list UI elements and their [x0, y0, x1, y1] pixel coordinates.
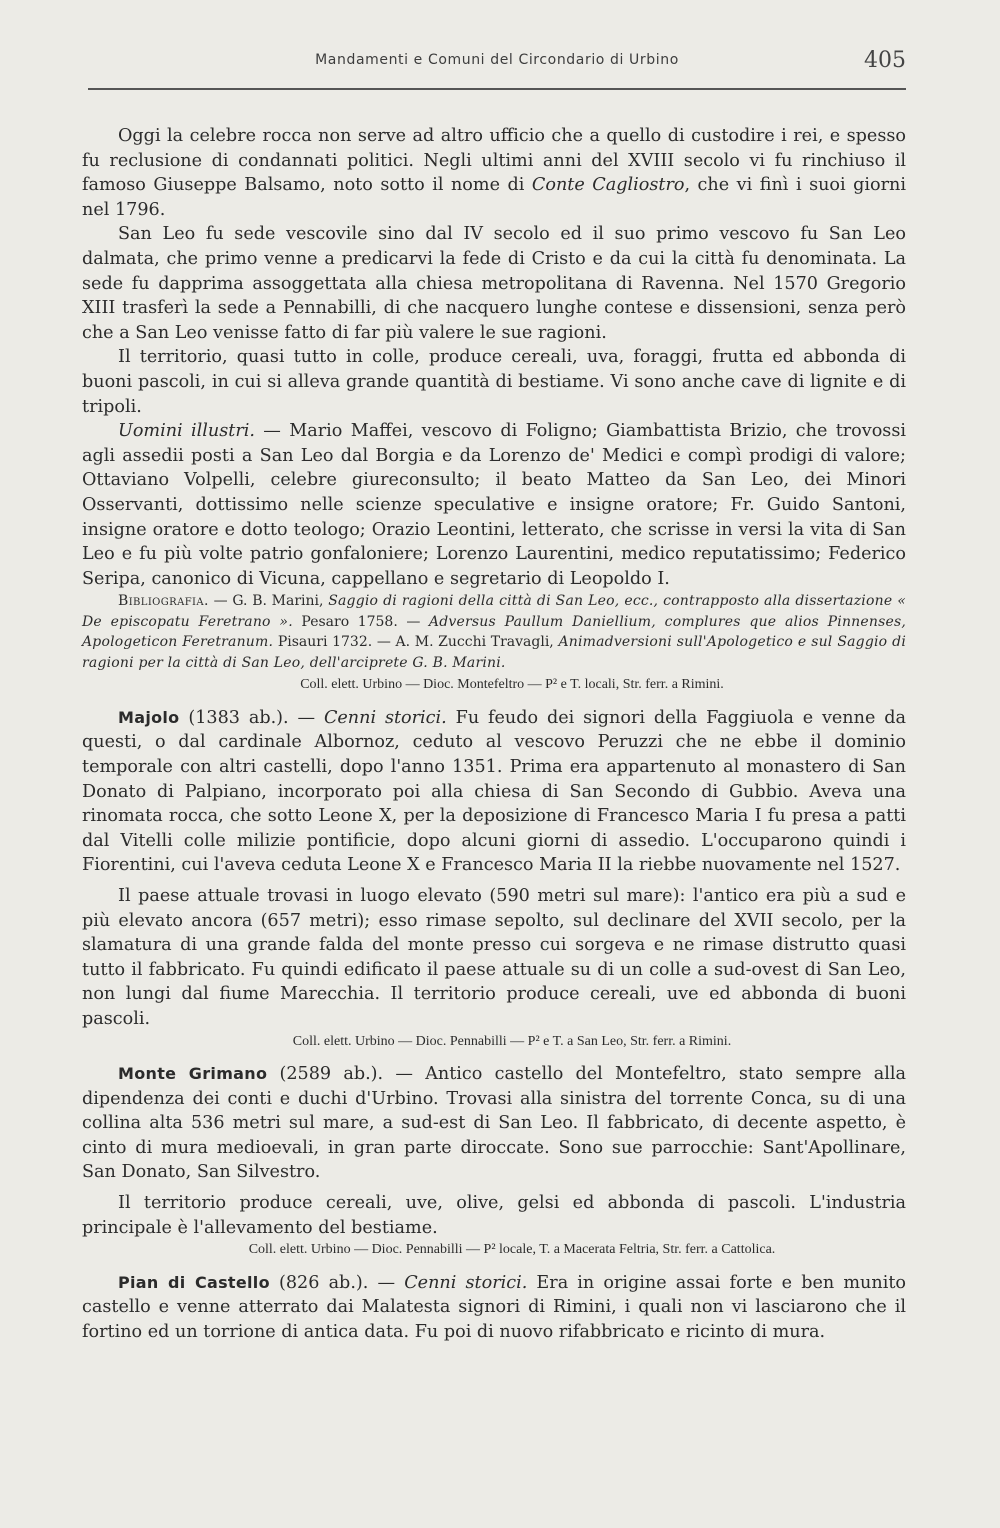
administrative-line: Coll. elett. Urbino — Dioc. Pennabilli — P² locale, T. a Macerata Feltria, Str. ferr. a Cattolica. [248, 1242, 776, 1258]
paragraph: Pian di Castello (826 ab.). — Cenni storici. Era in origine assai forte e ben munito castello e venne atterrato dai Malatesta signori di Rimini, i quali non vi lasciarono che il fortino ed un torrione di antica data. Fu poi di nuovo rifabbricato e ricinto di mura. [82, 1272, 906, 1342]
paragraph: Il paese attuale trovasi in luogo elevato (590 metri sul mare): l'antico era più a sud e più elevato ancora (657 metri); esso rimase sepolto, sul declinare del XVII secolo, per la slamatura di una grande falda del monte presso cui sorgeva e ne rimase distrutto quasi tutto il fabbricato. Fu quindi edificato il paese attuale su di un colle a sud-ovest di San Leo, non lungi dal fiume Marecchia. Il territorio produce cereali, uve ed abbonda di buoni pascoli. [82, 885, 906, 1029]
notable-people-label: Uomini illustri. [118, 421, 255, 442]
san-leo-section [82, 124, 906, 696]
majolo-entry [82, 706, 906, 1052]
entry-heading: Pian di Castello [118, 1272, 270, 1292]
running-header [88, 48, 906, 82]
entry-heading: Monte Grimano [118, 1064, 268, 1083]
page-body [82, 124, 906, 1344]
bibliography-label: Bibliografia. [118, 593, 209, 610]
paragraph: Monte Grimano (2589 ab.). — Antico castello del Montefeltro, stato sempre alla dipendenza dei conti e duchi d'Urbino. Trovasi alla sinistra del torrente Conca, su di una collina alta 536 metri sul mare, a sud-est di San Leo. Il fabbricato, di decente aspetto, è cinto di mura medioevali, in gran parte diroccate. Sono sue parrocchie: Sant'Apollinare, San Donato, San Silvestro. [82, 1064, 907, 1183]
pian-di-castello-entry [82, 1271, 906, 1345]
administrative-line: Coll. elett. Urbino — Dioc. Montefeltro — P² e T. locali, Str. ferr. a Rimini. [300, 677, 724, 693]
paragraph: Il territorio produce cereali, uve, olive, gelsi ed abbonda di pascoli. L'industria principale è l'allevamento del bestiame. [82, 1192, 906, 1238]
entry-heading: Majolo [118, 707, 180, 727]
running-title: Mandamenti e Comuni del Circondario di Urbino [315, 52, 679, 68]
paragraph: Uomini illustri. — Mario Maffei, vescovo di Foligno; Giambattista Brizio, che trovossi agli assedii posti a San Leo dal Borgia e da Lorenzo de' Medici e compì prodigi di valore; Ottaviano Volpelli, celebre giureconsulto; il beato Matteo da San Leo, dei Minori Osservanti, dottissimo nelle scienze speculative e insigne oratore; Fr. Guido Santoni, insigne oratore e dotto teologo; Orazio Leontini, letterato, che scrisse in versi la vita di San Leo e fu più volte patrio gonfaloniere; Lorenzo Laurentini, medico reputatissimo; Federico Seripa, canonico di Vicuna, cappellano e segretario di Leopoldo I. [82, 421, 906, 589]
administrative-line: Coll. elett. Urbino — Dioc. Pennabilli — P² e T. a San Leo, Str. ferr. a Rimini. [292, 1033, 732, 1049]
monte-grimano-entry [82, 1062, 906, 1261]
bibliography: Bibliografia. — G. B. Marini, Saggio di ragioni della città di San Leo, ecc., contrapposto alla dissertazione « De episcopatu Feretrano ». Pesaro 1758. — Adversus Paullum Daniellium, complures que alios Pinnenses, Apologeticon Feretranum. Pisauri 1732. — A. M. Zucchi Travagli, Animadversioni sull'Apologetico e sul Saggio di ragioni per la città di San Leo, dell'arciprete G. B. Marini. [82, 593, 907, 671]
paragraph: San Leo fu sede vescovile sino dal IV secolo ed il suo primo vescovo fu San Leo dalmata, che primo venne a predicarvi la fede di Cristo e da cui la città fu denominata. La sede fu dapprima assoggettata alla chiesa metropolitana di Ravenna. Nel 1570 Gregorio XIII trasferì la sede a Pennabilli, di che nacquero lunghe contese e dissensioni, senza però che a San Leo venisse fatto di far più valere le sue ragioni. [82, 224, 906, 343]
paragraph: Oggi la celebre rocca non serve ad altro ufficio che a quello di custodire i rei, e spesso fu reclusione di condannati politici. Negli ultimi anni del XVIII secolo vi fu rinchiuso il famoso Giuseppe Balsamo, noto sotto il nome di Conte Cagliostro, che vi finì i suoi giorni nel 1796. [82, 126, 907, 220]
paragraph: Il territorio, quasi tutto in colle, produce cereali, uva, foraggi, frutta ed abbonda di buoni pascoli, in cui si alleva grande quantità di bestiame. Vi sono anche cave di lignite e di tripoli. [82, 347, 906, 417]
header-rule [88, 88, 906, 90]
paragraph: Majolo (1383 ab.). — Cenni storici. Fu feudo dei signori della Faggiuola e venne da questi, o dal cardinale Albornoz, ceduto al vescovo Peruzzi che ne ebbe il dominio temporale con altri castelli, dopo l'anno 1351. Prima era appartenuto al monastero di San Donato di Palpiano, incorporato poi alla chiesa di San Secondo di Gubbio. Aveva una rinomata rocca, che sotto Leone X, per la deposizione di Francesco Maria I fu presa a patti dal Vitelli colle milizie pontificie, dopo alcuni giorni di assedio. L'occuparono quindi i Fiorentini, cui l'aveva ceduta Leone X e Francesco Maria II la riebbe nuovamente nel 1527. [82, 707, 906, 876]
page-number: 405 [864, 48, 906, 73]
